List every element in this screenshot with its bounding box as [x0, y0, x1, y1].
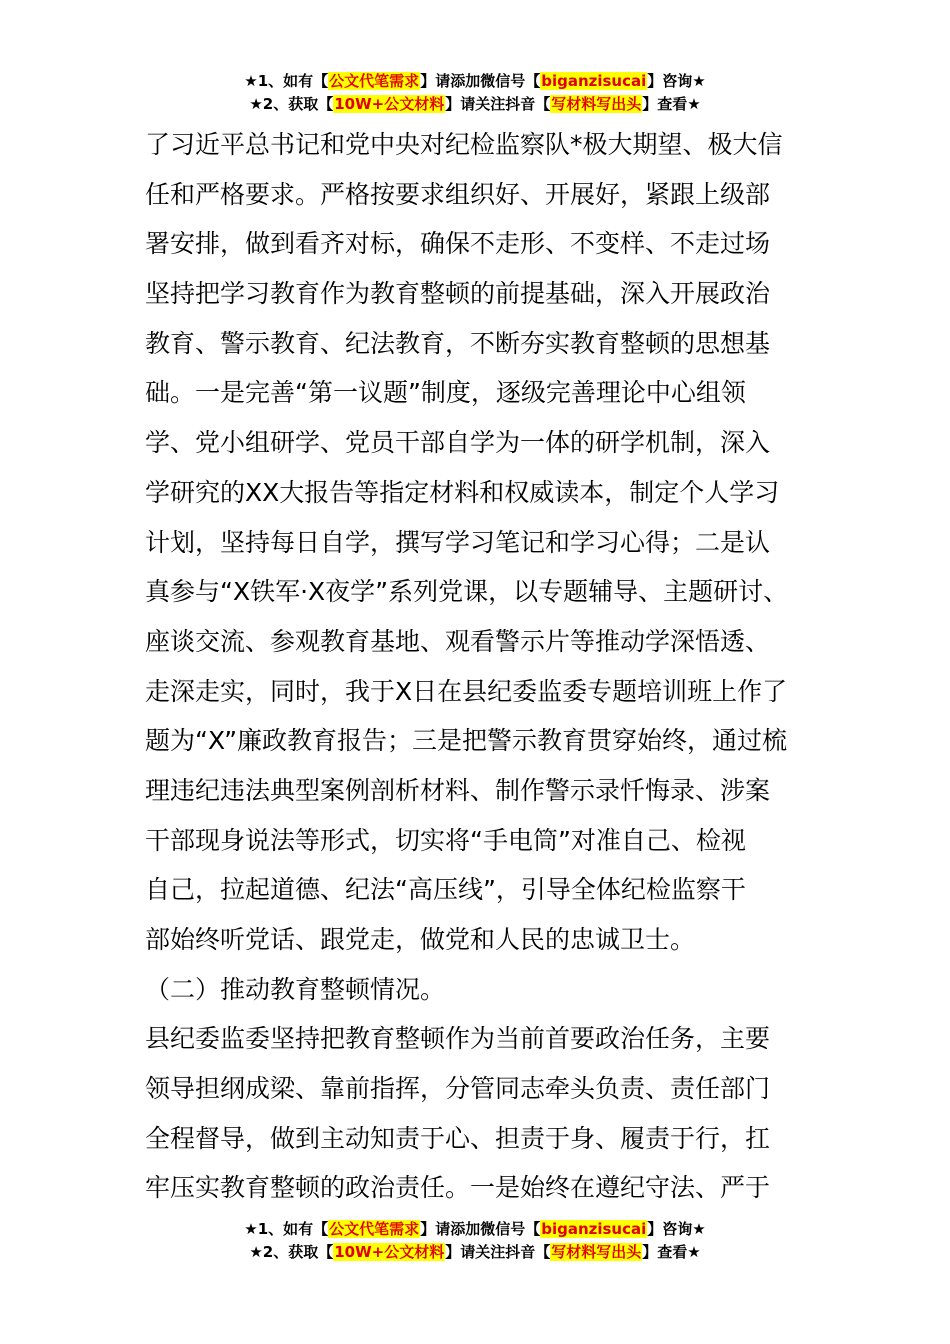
- body-line: 真参与“X铁军·X夜学”系列党课，以专题辅导、主题研讨、: [145, 577, 789, 607]
- banner-text: 】查看★: [642, 95, 701, 113]
- banner-text: 】请关注抖音【: [445, 95, 551, 113]
- banner-text: 】咨询★: [647, 1220, 706, 1238]
- body-line: 署安排，做到看齐对标，确保不走形、不变样、不走过场: [145, 229, 771, 259]
- body-line: 自己，拉起道德、纪法“高压线”，引导全体纪检监察干: [145, 875, 746, 905]
- body-line: 理违纪违法典型案例剖析材料、制作警示录忏悔录、涉案: [145, 775, 771, 805]
- body-line: 牢压实教育整顿的政治责任。一是始终在遵纪守法、严于: [145, 1173, 771, 1203]
- banner-text: 】请添加微信号【: [420, 72, 541, 90]
- section-heading: （二）推动教育整顿情况。: [145, 974, 446, 1004]
- banner-highlight: 公文代笔需求: [329, 1220, 420, 1238]
- body-line: 全程督导，做到主动知责于心、担责于身、履责于行，扛: [145, 1123, 771, 1153]
- banner-highlight: 10W+公文材料: [334, 95, 445, 113]
- body-line: 教育、警示教育、纪法教育，不断夯实教育整顿的思想基: [145, 328, 771, 358]
- banner-highlight: 10W+公文材料: [334, 1243, 445, 1261]
- body-line: 任和严格要求。严格按要求组织好、开展好，紧跟上级部: [145, 179, 771, 209]
- banner-text: ★1、如有【: [244, 1220, 329, 1238]
- body-line: 部始终听党话、跟党走，做党和人民的忠诚卫士。: [145, 925, 696, 954]
- footer-banner: [0, 1218, 950, 1264]
- body-line: 题为“X”廉政教育报告；三是把警示教育贯穿始终，通过梳: [145, 726, 788, 756]
- banner-text: ★2、获取【: [249, 1243, 334, 1261]
- banner-line-2: [0, 93, 950, 116]
- banner-line-1: [0, 1218, 950, 1241]
- body-line: 了习近平总书记和党中央对纪检监察队*极大期望、极大信: [145, 130, 783, 159]
- body-line: 计划，坚持每日自学，撰写学习笔记和学习心得；二是认: [145, 527, 771, 557]
- body-line: 础。一是完善“第一议题”制度，逐级完善理论中心组领: [145, 378, 746, 408]
- body-line: 学、党小组研学、党员干部自学为一体的研学机制，深入: [145, 428, 771, 458]
- banner-text: ★2、获取【: [249, 95, 334, 113]
- body-line: 学研究的XX大报告等指定材料和权威读本，制定个人学习: [145, 477, 780, 507]
- banner-text: 】请关注抖音【: [445, 1243, 551, 1261]
- banner-text: 】查看★: [642, 1243, 701, 1261]
- document-body: [145, 120, 820, 1213]
- banner-line-1: [0, 70, 950, 93]
- header-banner: [0, 70, 950, 116]
- body-line: 县纪委监委坚持把教育整顿作为当前首要政治任务，主要: [145, 1024, 771, 1054]
- banner-highlight: 公文代笔需求: [329, 72, 420, 90]
- banner-highlight: 写材料写出头: [551, 95, 642, 113]
- body-line: 领导担纲成梁、靠前指挥，分管同志牵头负责、责任部门: [145, 1074, 771, 1104]
- body-line: 坚持把学习教育作为教育整顿的前提基础，深入开展政治: [145, 279, 771, 309]
- body-line: 座谈交流、参观教育基地、观看警示片等推动学深悟透、: [145, 626, 771, 656]
- body-line: 干部现身说法等形式，切实将“手电筒”对准自己、检视: [145, 825, 746, 855]
- banner-highlight: biganzisucai: [541, 1220, 647, 1238]
- banner-text: 】咨询★: [647, 72, 706, 90]
- body-line: 走深走实，同时，我于X日在县纪委监委专题培训班上作了: [145, 676, 788, 706]
- banner-highlight: 写材料写出头: [551, 1243, 642, 1261]
- banner-text: 】请添加微信号【: [420, 1220, 541, 1238]
- banner-line-2: [0, 1241, 950, 1264]
- banner-highlight: biganzisucai: [541, 72, 647, 90]
- banner-text: ★1、如有【: [244, 72, 329, 90]
